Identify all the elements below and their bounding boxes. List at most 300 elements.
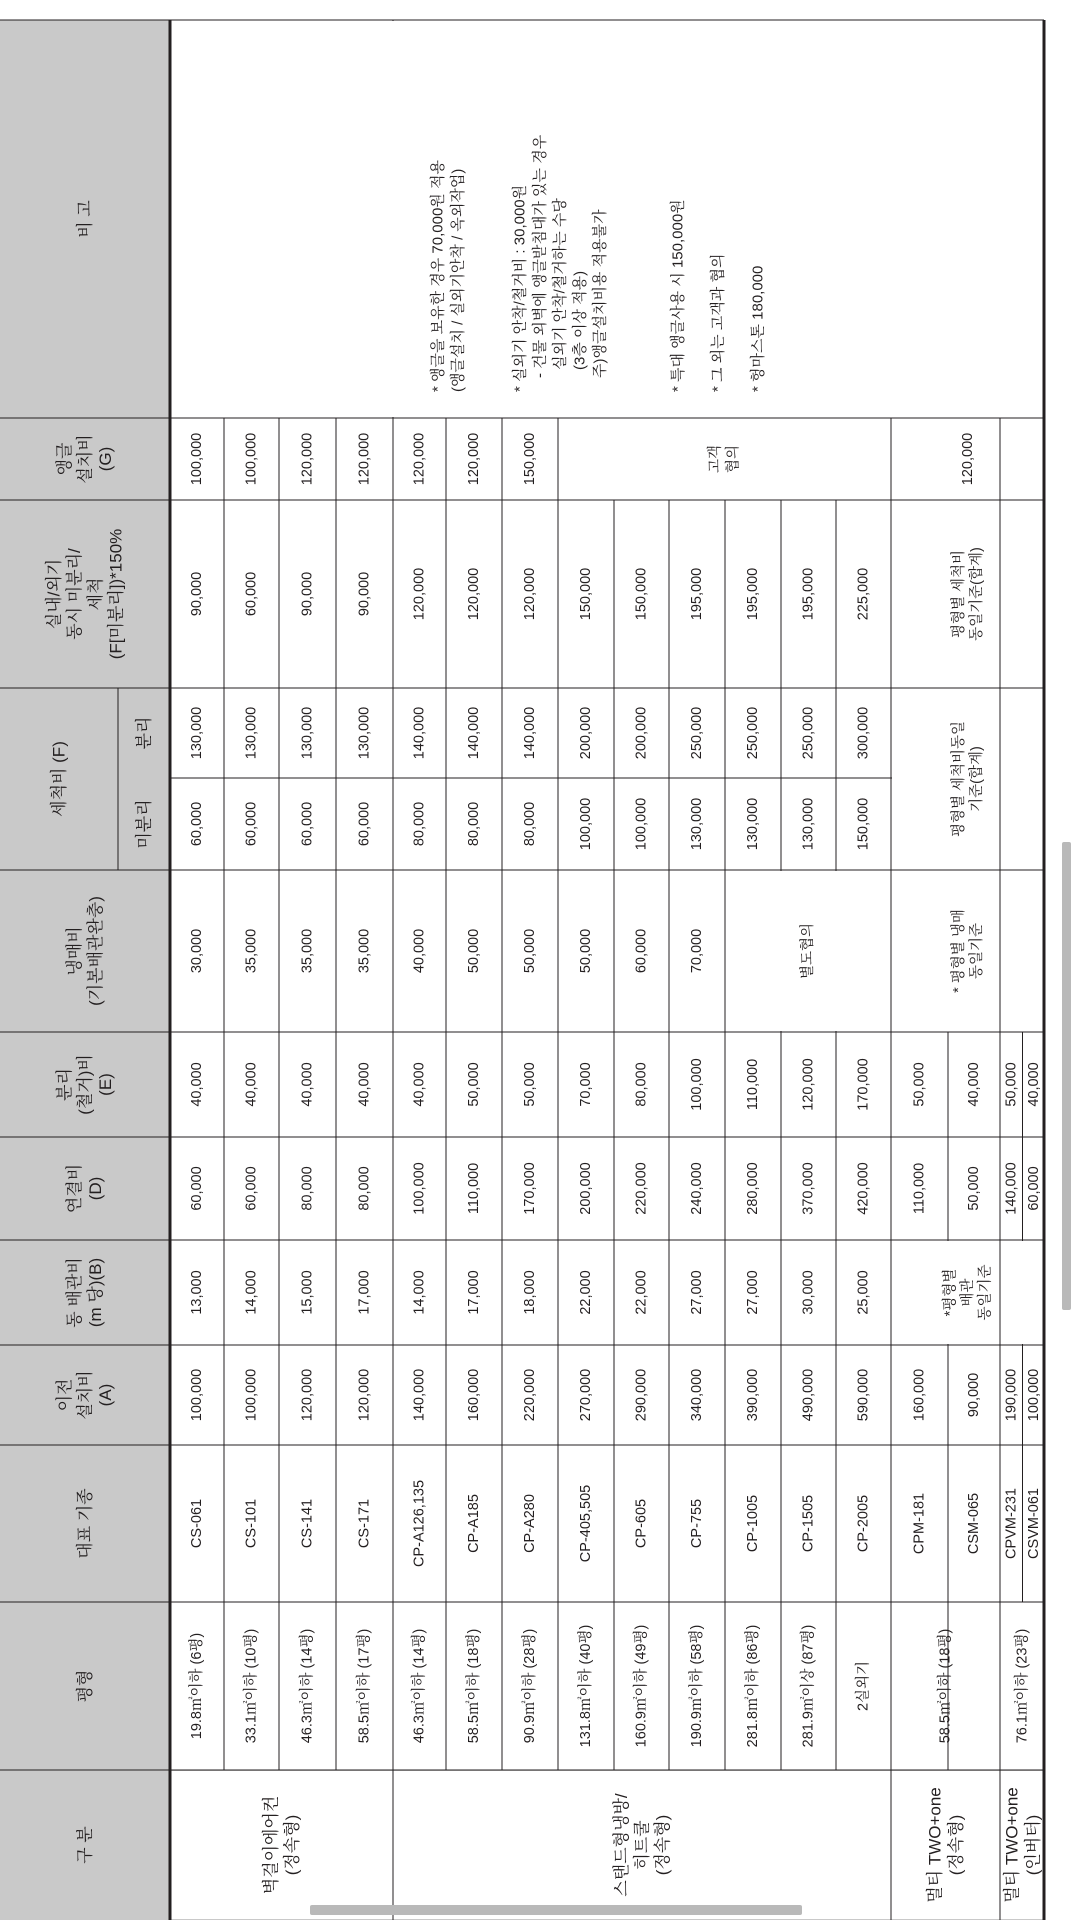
cell-d [745, 1162, 761, 1214]
cell-d [634, 1162, 650, 1214]
cell-d-text: 420,000 [855, 1162, 872, 1215]
header-e-text: (E) [96, 1073, 116, 1096]
cell-f-unsplit [466, 802, 482, 846]
cell-multi-model [966, 1493, 982, 1554]
cell-simultaneous-text: 120,000 [466, 567, 482, 621]
header-f-unsplit [134, 799, 154, 848]
remark-line [669, 199, 687, 392]
cell-multi-a-text: 160,000 [911, 1368, 928, 1422]
cell-coolant [244, 929, 260, 973]
cell-simultaneous [466, 568, 482, 620]
cell-d [300, 1166, 316, 1210]
cell-coolant-text: 35,000 [356, 928, 373, 974]
cell-a-text: 590,000 [855, 1368, 872, 1422]
cell-multi-e-text: 40,000 [1025, 1062, 1042, 1107]
cell-d [856, 1162, 872, 1214]
cell-g [244, 433, 260, 485]
cell-coolant-text: 70,000 [689, 928, 705, 974]
cell-pyeong [242, 1629, 260, 1744]
cell-d-text: 100,000 [411, 1162, 428, 1215]
cell-e-text: 50,000 [466, 1062, 482, 1107]
header-coolant-text: (기본배관완충) [85, 896, 105, 1006]
cell-simultaneous-text: 225,000 [855, 567, 872, 621]
cell-coolant [300, 929, 316, 973]
cell-g [412, 433, 428, 485]
header-simultaneous-text: 실내/외기 [44, 558, 64, 630]
cell-multi-b-text: 배관 [960, 1278, 976, 1307]
cell-pyeong-text: 46.3㎡이하 (14평) [411, 1628, 428, 1744]
cell-f-unsplit [522, 802, 538, 846]
cell-simultaneous-text: 120,000 [522, 567, 538, 621]
cell-e [522, 1062, 538, 1106]
remark-text: * 그 외는 고객과 협의 [709, 253, 727, 392]
cell-pyeong-text: 90.9㎡이하 (28평) [522, 1628, 538, 1744]
cell-pyeong [464, 1629, 482, 1744]
cell-b-text: 22,000 [633, 1270, 650, 1315]
cell-e [745, 1059, 761, 1110]
cell-e-text: 40,000 [356, 1062, 373, 1107]
cell-f-split-text: 300,000 [855, 706, 872, 760]
cell-e [244, 1062, 260, 1106]
group-stand-text: 히트쿨 [632, 1820, 652, 1870]
cell-simultaneous-text: 60,000 [243, 571, 260, 617]
cell-multi-f-text: 기준(합계) [968, 746, 985, 812]
cell-multi-coolant-text: 동일기준 [968, 922, 985, 980]
cell-multi-e-text: 50,000 [911, 1062, 928, 1107]
cell-d-text: 170,000 [522, 1162, 538, 1215]
cell-b-text: 13,000 [189, 1270, 205, 1315]
cell-f-split-text: 130,000 [299, 706, 316, 760]
cell-simultaneous [856, 568, 872, 620]
cell-multi-b-text: *평형별 [942, 1268, 959, 1317]
cell-model-text: CS-171 [356, 1498, 373, 1549]
cell-coolant [522, 929, 538, 973]
remark-line [749, 266, 767, 392]
group-multi-inverter-text: (인버터) [1023, 1814, 1043, 1876]
cell-model-text: CP-A280 [522, 1494, 538, 1553]
cell-b [578, 1270, 594, 1314]
cell-g-text: 120,000 [411, 432, 428, 486]
cell-e [634, 1062, 650, 1106]
cell-f-split [412, 707, 428, 759]
header-coolant-text: 냉매비 [65, 926, 85, 976]
cell-f-unsplit-text: 60,000 [243, 801, 260, 847]
cell-b [522, 1270, 538, 1314]
remark-text: * 실외기 안착/철거비 : 30,000원 [511, 184, 529, 392]
group-stand-text: (정속형) [653, 1814, 673, 1876]
remark-text: (3층 이상 적용) [571, 270, 589, 370]
cell-f-unsplit-text: 80,000 [466, 801, 482, 847]
cell-e-text: 110,000 [745, 1058, 761, 1111]
cell-pyeong-text: 2실외기 [855, 1660, 872, 1712]
cell-simultaneous [357, 572, 373, 616]
header-g-text: 앵글 [54, 442, 74, 476]
cell-d [244, 1166, 260, 1210]
cell-multi-model-text: CSM-065 [966, 1492, 982, 1555]
cell-a [300, 1369, 316, 1421]
cell-pyeong-text: 190.9㎡이하 (58평) [689, 1624, 705, 1748]
cell-d-text: 80,000 [356, 1166, 373, 1211]
cell-b [300, 1270, 316, 1314]
cell-f-unsplit-text: 80,000 [522, 801, 538, 847]
cell-d [689, 1162, 705, 1214]
cell-simultaneous [634, 568, 650, 620]
remark-text: (앵글설치 / 실외기안착 / 옥외작업) [449, 168, 467, 392]
cell-f-unsplit-text: 130,000 [800, 797, 817, 851]
cell-model-text: CP-1005 [745, 1494, 761, 1553]
cell-multi-pyeong-text: 58.5㎡이하 (18평) [937, 1628, 954, 1744]
cell-e [466, 1062, 482, 1106]
cell-model-text: CP-2005 [855, 1494, 872, 1553]
cell-f-unsplit [689, 798, 705, 850]
cell-f-split [801, 707, 817, 759]
cell-d-text: 110,000 [466, 1162, 482, 1215]
vertical-scrollbar[interactable] [1062, 842, 1071, 1310]
cell-pyeong [743, 1625, 761, 1748]
remark-line [709, 254, 727, 392]
remark-line [571, 271, 589, 370]
cell-multi-simultaneous [949, 547, 985, 641]
cell-simultaneous-text: 195,000 [745, 567, 761, 621]
cell-coolant [412, 929, 428, 973]
cell-a [357, 1369, 373, 1421]
header-f-split-text: 분리 [134, 716, 154, 750]
cell-a-text: 340,000 [689, 1368, 705, 1422]
cell-f-unsplit-text: 130,000 [745, 797, 761, 851]
cell-model [856, 1495, 872, 1552]
cell-multi-pyeong [1013, 1629, 1031, 1744]
cell-multi-a-text: 90,000 [966, 1372, 982, 1418]
cell-model [412, 1480, 428, 1567]
cell-model-text: CS-101 [243, 1498, 260, 1549]
cell-multi-d-text: 140,000 [1003, 1162, 1020, 1215]
cell-model [634, 1499, 650, 1548]
cell-e-text: 40,000 [299, 1062, 316, 1107]
cell-multi-simultaneous-text: 동일기준(합계) [968, 547, 985, 641]
cell-f-split [634, 707, 650, 759]
cell-e [189, 1062, 205, 1106]
cell-b [745, 1270, 761, 1314]
cell-f-unsplit [189, 802, 205, 846]
header-g-text: 설치비 [75, 434, 95, 484]
cell-f-unsplit-text: 80,000 [411, 801, 428, 847]
cell-f-split-text: 250,000 [800, 706, 817, 760]
cell-model-text: CP-755 [689, 1498, 705, 1549]
cell-f-split [578, 707, 594, 759]
header-remark [75, 200, 95, 238]
cell-coolant-text: 35,000 [243, 928, 260, 974]
cell-multi-d [966, 1166, 982, 1210]
cell-pyeong-text: 58.5㎡이하 (18평) [466, 1628, 482, 1744]
cell-d [357, 1166, 373, 1210]
cell-a [522, 1369, 538, 1421]
cell-pyeong [187, 1633, 205, 1740]
cell-a-text: 100,000 [189, 1368, 205, 1422]
cell-d [466, 1163, 482, 1214]
cell-pyeong-text: 58.5㎡이하 (17평) [356, 1628, 373, 1744]
cell-coolant-merged [798, 923, 816, 979]
cell-multi-d-text: 110,000 [911, 1162, 928, 1215]
header-b-text: 동 배관비 [65, 1257, 85, 1328]
cell-f-split [189, 707, 205, 759]
cell-b-text: 14,000 [243, 1270, 260, 1315]
cell-multi-a-text: 190,000 [1003, 1368, 1020, 1422]
cell-model-text: CS-061 [189, 1498, 205, 1549]
cell-multi-coolant-text: * 평형별 냉매 [951, 909, 968, 993]
cell-e-text: 40,000 [243, 1062, 260, 1107]
cell-a [745, 1369, 761, 1421]
group-multi-inverter-text: 멀티 TWO+one [1002, 1787, 1022, 1903]
header-d-text: (D) [85, 1176, 105, 1201]
cell-model-text: CP-1505 [800, 1494, 817, 1553]
group-wall-text: (정속형) [282, 1814, 302, 1876]
cell-f-split-text: 130,000 [356, 706, 373, 760]
cell-g-text: 120,000 [466, 432, 482, 486]
cell-model-text: CP-A185 [466, 1494, 482, 1553]
cell-f-unsplit [801, 798, 817, 850]
cell-coolant [189, 929, 205, 973]
cell-multi-model [912, 1493, 928, 1554]
cell-f-unsplit [634, 798, 650, 850]
header-pyeong [75, 1670, 95, 1703]
cell-multi-pyeong [936, 1629, 954, 1744]
cell-pyeong-text: 281.8㎡이하 (86평) [745, 1624, 761, 1748]
cell-d-text: 220,000 [633, 1162, 650, 1215]
cell-d-text: 60,000 [189, 1166, 205, 1211]
remark-line [551, 198, 569, 370]
cell-model [466, 1494, 482, 1553]
cell-a-text: 490,000 [800, 1368, 817, 1422]
cell-a-text: 390,000 [745, 1368, 761, 1422]
remark-line [531, 134, 549, 378]
cell-simultaneous-text: 150,000 [633, 567, 650, 621]
cell-pyeong-text: 160.9㎡이하 (49평) [633, 1624, 650, 1748]
cell-pyeong [854, 1661, 872, 1711]
header-simultaneous-text: 동시 미분리/ [65, 548, 85, 640]
cell-f-split [300, 707, 316, 759]
cell-pyeong [799, 1625, 817, 1748]
cell-multi-d [1003, 1162, 1019, 1214]
cell-b [856, 1270, 872, 1314]
cell-multi-d [912, 1163, 928, 1214]
cell-f-unsplit-text: 150,000 [855, 797, 872, 851]
cell-f-split-text: 200,000 [578, 706, 594, 760]
cell-a [412, 1369, 428, 1421]
remark-text: 주)앵글설치비용 적용불가 [591, 209, 609, 378]
cell-a-text: 120,000 [299, 1368, 316, 1422]
cell-e [689, 1058, 705, 1110]
cell-simultaneous [412, 568, 428, 620]
cell-d [578, 1162, 594, 1214]
cell-d-text: 200,000 [578, 1162, 594, 1215]
header-model-text: 대표 기종 [75, 1488, 95, 1559]
cell-coolant [466, 929, 482, 973]
cell-multi-e [1003, 1062, 1019, 1106]
cell-e [801, 1058, 817, 1110]
cell-f-unsplit [856, 798, 872, 850]
cell-d-text: 60,000 [243, 1166, 260, 1211]
cell-pyeong-text: 131.8㎡이하 (40평) [578, 1624, 594, 1748]
cell-a-text: 140,000 [411, 1368, 428, 1422]
cell-multi-pyeong-text: 76.1㎡이하 (23평) [1014, 1628, 1031, 1744]
cell-f-unsplit-text: 100,000 [633, 797, 650, 851]
cell-multi-d [1026, 1166, 1042, 1210]
cell-g-merged [706, 445, 742, 473]
cell-b-text: 27,000 [689, 1270, 705, 1315]
cell-pyeong [576, 1625, 594, 1748]
cell-f-unsplit-text: 60,000 [356, 801, 373, 847]
cell-d-text: 240,000 [689, 1162, 705, 1215]
header-d-text: 연결비 [65, 1163, 85, 1214]
cell-f-unsplit-text: 130,000 [689, 797, 705, 851]
cell-e [578, 1062, 594, 1106]
cell-model [745, 1495, 761, 1552]
cell-b [412, 1270, 428, 1314]
cell-coolant-text: 40,000 [411, 928, 428, 974]
cell-coolant-merged-text: 별도협의 [800, 922, 816, 980]
cell-e-text: 40,000 [411, 1062, 428, 1107]
merge-mask [892, 689, 1043, 869]
header-f-unsplit-text: 미분리 [134, 799, 154, 849]
cell-pyeong [632, 1625, 650, 1748]
cell-multi-simultaneous-text: 평형별 세척비 [951, 549, 968, 639]
cell-a [634, 1369, 650, 1421]
cell-e [357, 1062, 373, 1106]
cell-coolant-text: 50,000 [522, 928, 538, 974]
remark-text: * 앵글을 보유한 경우 70,000원 적용 [429, 160, 447, 392]
group-multi-fixed-text: (정속형) [946, 1814, 966, 1876]
cell-f-unsplit [300, 802, 316, 846]
merge-mask [1001, 1241, 1043, 1344]
cell-coolant-text: 50,000 [578, 928, 594, 974]
cell-coolant-text: 30,000 [189, 928, 205, 974]
cell-b [357, 1270, 373, 1314]
merge-mask [892, 501, 1043, 687]
cell-e-text: 50,000 [522, 1062, 538, 1107]
cell-model [300, 1499, 316, 1548]
cell-f-unsplit [244, 802, 260, 846]
header-g-text: (G) [96, 446, 116, 472]
cell-simultaneous [300, 572, 316, 616]
remark-text: - 건물 외벽에 앵글받침대가 있는 경우 [531, 134, 549, 378]
cell-f-split-text: 130,000 [243, 706, 260, 760]
cell-multi-e-text: 50,000 [1003, 1062, 1020, 1107]
cell-e-text: 100,000 [689, 1058, 705, 1111]
cell-f-split [466, 707, 482, 759]
remark-line [511, 185, 529, 392]
cell-d [412, 1162, 428, 1214]
header-simultaneous-text: 세척 [85, 577, 105, 611]
cell-model [801, 1495, 817, 1552]
cell-multi-e [1026, 1062, 1042, 1106]
cell-f-unsplit-text: 60,000 [299, 801, 316, 847]
cell-f-split [357, 707, 373, 759]
merge-mask [171, 1771, 1043, 1919]
cell-simultaneous-text: 120,000 [411, 567, 428, 621]
header-gubun [76, 1826, 95, 1864]
cell-f-unsplit-text: 100,000 [578, 797, 594, 851]
cell-g [466, 433, 482, 485]
header-b-text: (m 당)(B) [85, 1257, 105, 1328]
cell-g-merged-text: 협의 [725, 444, 742, 474]
cell-g-text: 150,000 [522, 432, 538, 486]
cell-e [300, 1062, 316, 1106]
cell-multi-a [966, 1373, 982, 1417]
header-f-split [135, 717, 154, 750]
cell-multi-model-text: CSVM-061 [1025, 1488, 1042, 1559]
cell-coolant [357, 929, 373, 973]
header-a-text: (A) [96, 1383, 116, 1407]
cell-simultaneous [189, 572, 205, 616]
cell-simultaneous [522, 568, 538, 620]
cell-multi-b-text: 동일기준 [977, 1264, 994, 1321]
cell-simultaneous [578, 568, 594, 620]
cell-model-text: CP-605 [633, 1498, 650, 1549]
group-multi-fixed-text: 멀티 TWO+one [925, 1787, 945, 1903]
cell-multi-e-text: 40,000 [966, 1062, 982, 1107]
remark-text: * 헝마스톤 180,000 [749, 265, 767, 392]
cell-pyeong-text: 33.1㎡이하 (10평) [243, 1628, 260, 1744]
cell-e [856, 1058, 872, 1110]
cell-b [466, 1270, 482, 1314]
cell-model [189, 1499, 205, 1548]
remark-text: * 특대 앵글사용 시 150,000원 [669, 199, 687, 392]
cell-b [689, 1270, 705, 1314]
cell-model [689, 1499, 705, 1548]
cell-b-text: 25,000 [855, 1270, 872, 1315]
cell-model [244, 1499, 260, 1548]
cell-pyeong [520, 1629, 538, 1744]
cell-e-text: 120,000 [800, 1058, 817, 1111]
cell-f-unsplit [578, 798, 594, 850]
horizontal-scrollbar[interactable] [310, 1905, 802, 1915]
header-a-text: 설치비 [75, 1370, 95, 1420]
cell-b-text: 18,000 [522, 1270, 538, 1315]
cell-f-split-text: 140,000 [522, 706, 538, 760]
header-f-text: 세척비 (F) [49, 741, 69, 817]
cell-b-text: 15,000 [299, 1270, 316, 1315]
cell-d-text: 370,000 [800, 1162, 817, 1215]
cell-d-text: 80,000 [299, 1166, 316, 1211]
cell-d [801, 1162, 817, 1214]
header-e-text: 분리 [54, 1068, 74, 1101]
cell-b [189, 1270, 205, 1314]
cell-simultaneous-text: 195,000 [689, 567, 705, 621]
cell-a-text: 220,000 [522, 1368, 538, 1422]
cell-e-text: 170,000 [855, 1058, 872, 1111]
cell-multi-a [1003, 1369, 1019, 1421]
cell-pyeong-text: 19.8㎡이하 (6평) [189, 1632, 205, 1740]
cell-simultaneous-text: 195,000 [800, 567, 817, 621]
header-e-text: (철거)비 [75, 1054, 95, 1115]
cell-simultaneous-text: 90,000 [299, 571, 316, 617]
cell-f-split-text: 140,000 [466, 706, 482, 760]
cell-coolant [578, 929, 594, 973]
cell-g [357, 433, 373, 485]
cell-a-text: 120,000 [356, 1368, 373, 1422]
remark-line [591, 209, 609, 378]
cell-f-split-text: 130,000 [189, 706, 205, 760]
cell-b-text: 14,000 [411, 1270, 428, 1315]
cell-f-split [244, 707, 260, 759]
cell-f-split-text: 140,000 [411, 706, 428, 760]
cell-model-text: CP-A126,135 [411, 1479, 428, 1568]
cell-b [634, 1270, 650, 1314]
header-remark-text: 비 고 [75, 200, 95, 238]
cell-g-merged-text: 고객 [707, 444, 724, 474]
cell-a-text: 160,000 [466, 1368, 482, 1422]
cell-coolant-text: 60,000 [633, 928, 650, 974]
